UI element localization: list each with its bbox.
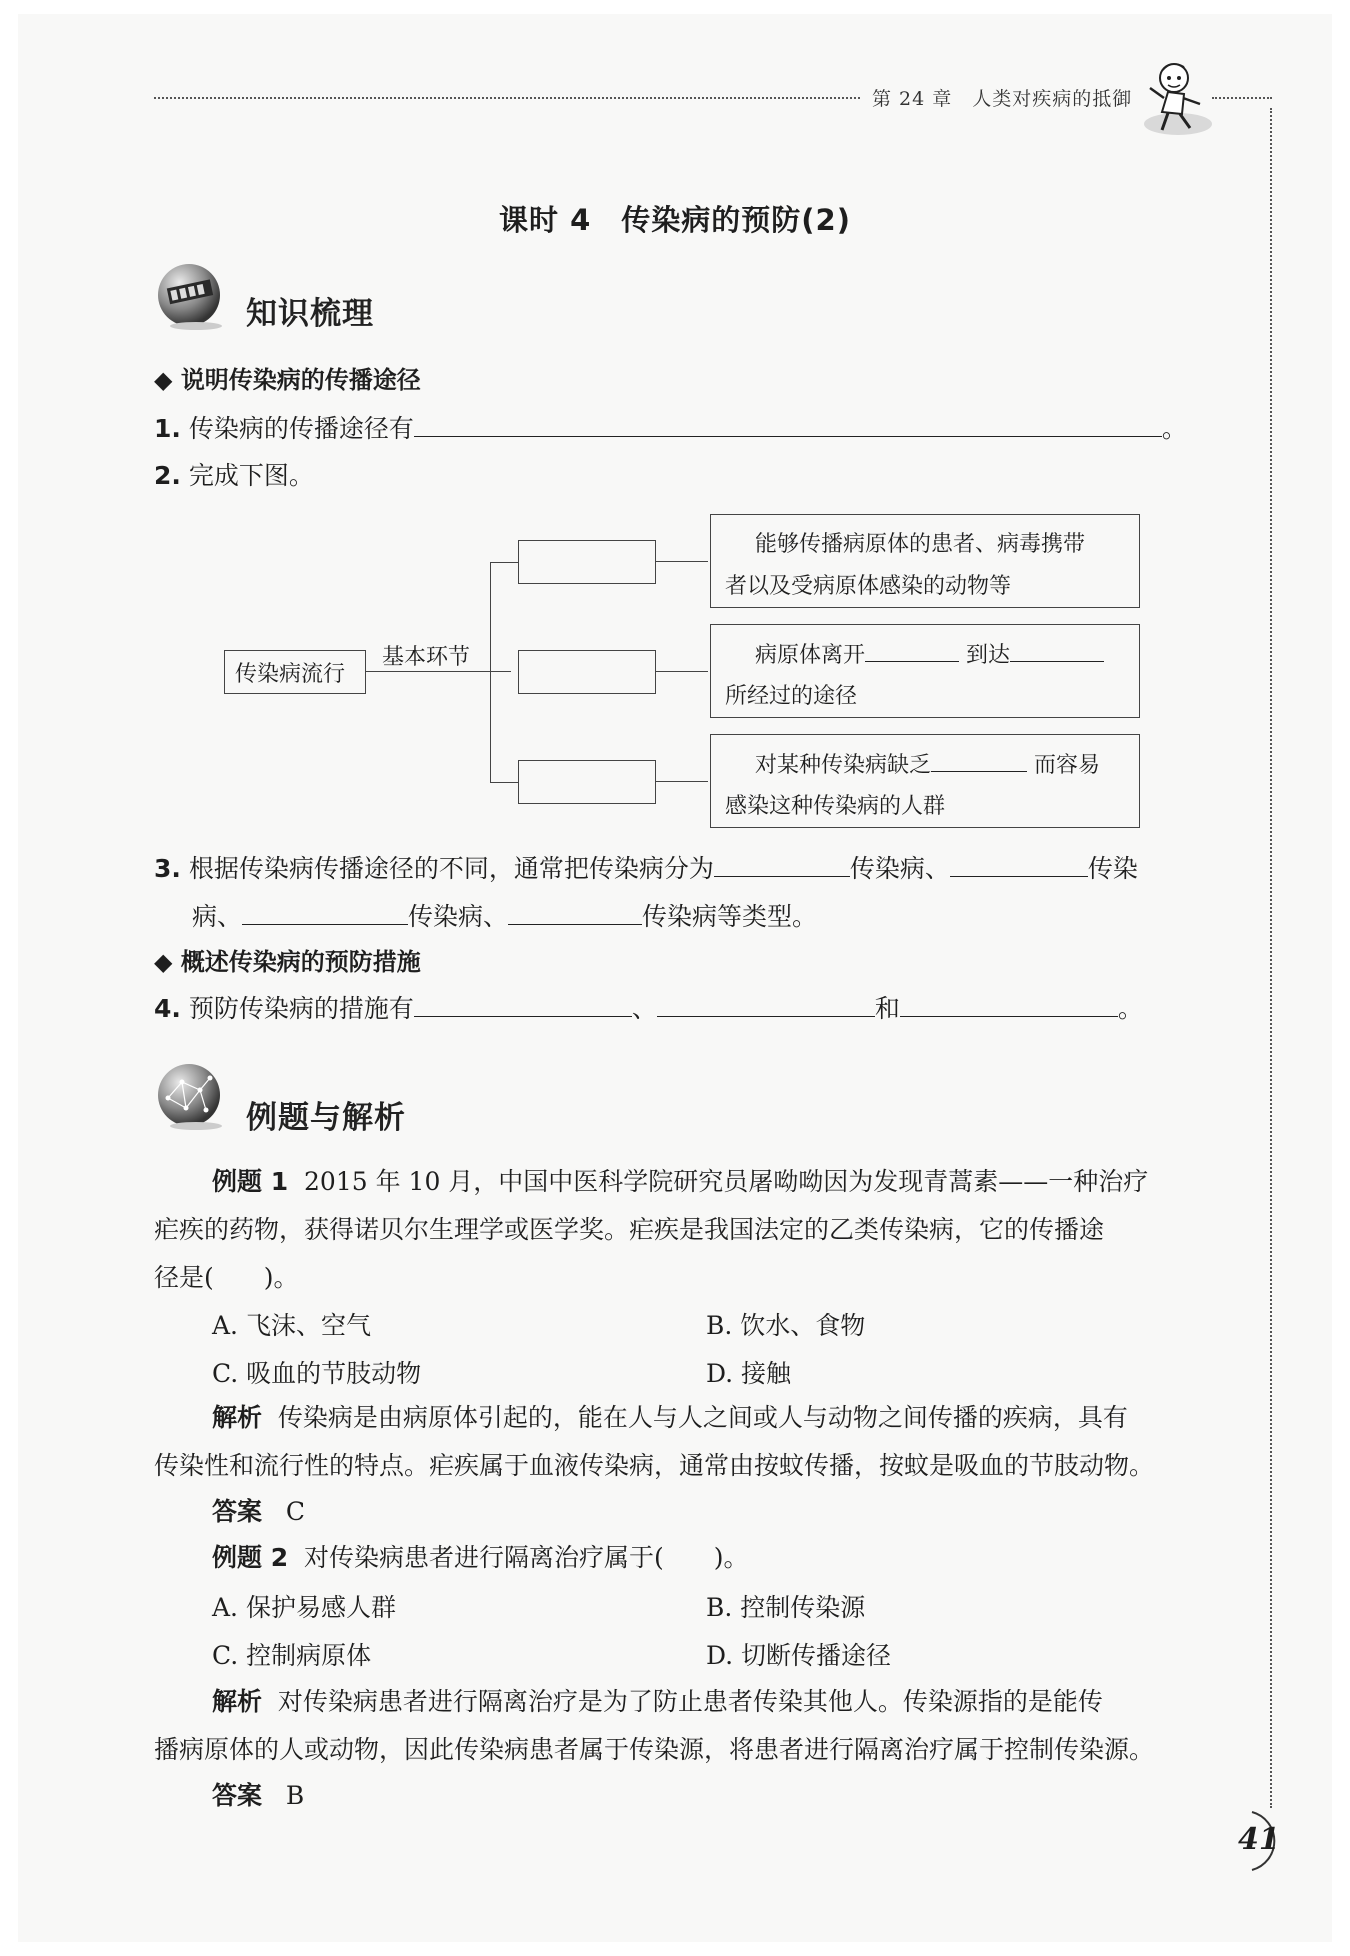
question-1-number: 1. [154, 414, 181, 443]
subsection-heading-1: ◆ 说明传染病的传播途径 [154, 366, 421, 394]
diagram-root-label: 传染病流行 [235, 662, 346, 687]
example-2-option-b[interactable]: B. 控制传染源 [706, 1593, 866, 1622]
question-4 [154, 990, 1143, 1027]
diagram-desc-box-3 [710, 734, 1140, 828]
example-1-label: 例题 1 [212, 1167, 289, 1196]
example-2-option-a[interactable]: A. 保护易感人群 [212, 1593, 396, 1622]
answer-blank[interactable] [414, 990, 632, 1017]
diagram-bracket-vertical [490, 562, 491, 782]
diagram-desc-3-part-b: 而容易 [1034, 753, 1101, 778]
diagram-bracket-bottom [490, 782, 518, 783]
question-2-text: 完成下图。 [188, 461, 314, 490]
question-2-number: 2. [154, 461, 181, 490]
example-2-analysis-label: 解析 [212, 1687, 263, 1716]
example-1-answer-label: 答案 [212, 1497, 263, 1526]
mascot-icon [1138, 56, 1218, 140]
example-2-answer [212, 1778, 304, 1814]
diagram-connector-3 [656, 781, 708, 782]
margin-dotted-rule [1270, 108, 1272, 1808]
question-1-end: 。 [1161, 414, 1187, 443]
question-3-text-e: 传染病、 [408, 902, 509, 931]
question-4-sep-2: 和 [874, 994, 900, 1023]
diagram-desc-box-2 [710, 624, 1140, 718]
diagram-desc-1-line-2: 者以及受病原体感染的动物等 [725, 574, 1012, 599]
diagram-desc-3-part-a: 对某种传染病缺乏 [755, 753, 932, 778]
diagram-blank-box-2[interactable] [518, 650, 656, 694]
header-dotted-rule [154, 97, 860, 99]
example-1-text-1: 2015 年 10 月，中国中医科学院研究员屠呦呦因为发现青蒿素——一种治疗 [304, 1167, 1149, 1196]
lesson-title: 课时 4 传染病的预防(2) [499, 203, 851, 237]
example-1-option-a[interactable]: A. 飞沫、空气 [212, 1311, 371, 1340]
section-title-knowledge: 知识梳理 [246, 296, 374, 332]
question-3-line-2 [192, 898, 817, 935]
example-1-line-1 [212, 1164, 1148, 1200]
example-1-analysis-label: 解析 [212, 1403, 263, 1432]
example-1-option-d[interactable]: D. 接触 [706, 1359, 792, 1388]
example-2-answer-label: 答案 [212, 1781, 263, 1810]
example-2-line-1 [212, 1540, 749, 1576]
question-1 [154, 410, 1187, 447]
example-2-option-c[interactable]: C. 控制病原体 [212, 1641, 372, 1670]
question-4-sep-1: 、 [631, 994, 657, 1023]
diagram-branch-label: 基本环节 [382, 645, 471, 670]
diagram-connector-1 [656, 561, 708, 562]
example-2-analysis-line-1 [212, 1684, 1103, 1720]
subsection-heading-2: ◆ 概述传染病的预防措施 [154, 948, 421, 976]
question-4-end: 。 [1117, 994, 1143, 1023]
diagram-connector-2 [656, 671, 708, 672]
diagram-blank-box-1[interactable] [518, 540, 656, 584]
question-4-text: 预防传染病的措施有 [188, 994, 414, 1023]
example-1-option-b[interactable]: B. 饮水、食物 [706, 1311, 866, 1340]
page-number: 41 [1238, 1822, 1280, 1857]
example-1-answer-value: C [285, 1497, 305, 1526]
answer-blank[interactable] [931, 747, 1027, 772]
question-3-text-d: 病、 [192, 902, 243, 931]
example-1-analysis-line-2: 传染性和流行性的特点。疟疾属于血液传染病，通常由按蚊传播，按蚊是吸血的节肢动物。 [154, 1451, 1155, 1480]
example-2-text-1: 对传染病患者进行隔离治疗属于( )。 [304, 1543, 749, 1572]
question-2 [154, 458, 314, 494]
subsection-heading-2-text: 概述传染病的预防措施 [180, 948, 421, 976]
film-globe-icon [156, 262, 226, 332]
diagram-blank-box-3[interactable] [518, 760, 656, 804]
diagram-desc-2-line-1 [755, 637, 1104, 669]
answer-blank[interactable] [508, 898, 642, 925]
diagram-desc-3-line-1 [755, 747, 1100, 779]
example-1-option-c[interactable]: C. 吸血的节肢动物 [212, 1359, 422, 1388]
answer-blank[interactable] [950, 850, 1088, 877]
example-2-answer-value: B [285, 1781, 305, 1810]
example-1-answer [212, 1494, 305, 1530]
diagram-desc-2-line-2: 所经过的途径 [725, 684, 858, 709]
diagram-desc-2-part-a: 病原体离开 [755, 643, 866, 668]
example-1-analysis-text-1: 传染病是由病原体引起的，能在人与人之间或人与动物之间传播的疾病，具有 [277, 1403, 1128, 1432]
answer-blank[interactable] [714, 850, 850, 877]
answer-blank[interactable] [242, 898, 408, 925]
example-1-line-3: 径是( )。 [154, 1263, 299, 1292]
diagram-bracket-top [490, 562, 518, 563]
chapter-header: 第 24 章 人类对疾病的抵御 [872, 88, 1133, 110]
example-2-analysis-text-1: 对传染病患者进行隔离治疗是为了防止患者传染其他人。传染源指的是能传 [277, 1687, 1103, 1716]
example-1-analysis-line-1 [212, 1400, 1128, 1436]
question-3-line-1 [154, 850, 1138, 887]
diagram-desc-1-line-1: 能够传播病原体的患者、病毒携带 [755, 532, 1086, 557]
question-3-text-a: 根据传染病传播途径的不同，通常把传染病分为 [188, 854, 714, 883]
question-4-number: 4. [154, 994, 181, 1023]
subsection-heading-1-text: 说明传染病的传播途径 [180, 366, 421, 394]
section-title-examples: 例题与解析 [246, 1100, 406, 1136]
question-1-text: 传染病的传播途径有 [188, 414, 414, 443]
example-2-analysis-line-2: 播病原体的人或动物，因此传染病患者属于传染源，将患者进行隔离治疗属于控制传染源。 [154, 1735, 1155, 1764]
question-3-text-f: 传染病等类型。 [642, 902, 818, 931]
question-3-text-c: 传染 [1087, 854, 1138, 883]
network-globe-icon [156, 1062, 226, 1132]
answer-blank[interactable] [865, 637, 959, 662]
question-3-text-b: 传染病、 [849, 854, 950, 883]
answer-blank[interactable] [900, 990, 1118, 1017]
answer-blank[interactable] [657, 990, 875, 1017]
diagram-desc-3-line-2: 感染这种传染病的人群 [725, 794, 946, 819]
example-2-option-d[interactable]: D. 切断传播途径 [706, 1641, 892, 1670]
diagram-desc-box-1 [710, 514, 1140, 608]
example-2-label: 例题 2 [212, 1543, 289, 1572]
example-1-line-2: 疟疾的药物，获得诺贝尔生理学或医学奖。疟疾是我国法定的乙类传染病，它的传播途 [154, 1215, 1105, 1244]
question-3-number: 3. [154, 854, 181, 883]
diagram-root-box [224, 650, 366, 694]
answer-blank[interactable] [1010, 637, 1104, 662]
answer-blank[interactable] [414, 410, 1162, 437]
diagram-desc-2-part-b: 到达 [966, 643, 1011, 668]
header-dotted-rule-right [1212, 97, 1272, 99]
